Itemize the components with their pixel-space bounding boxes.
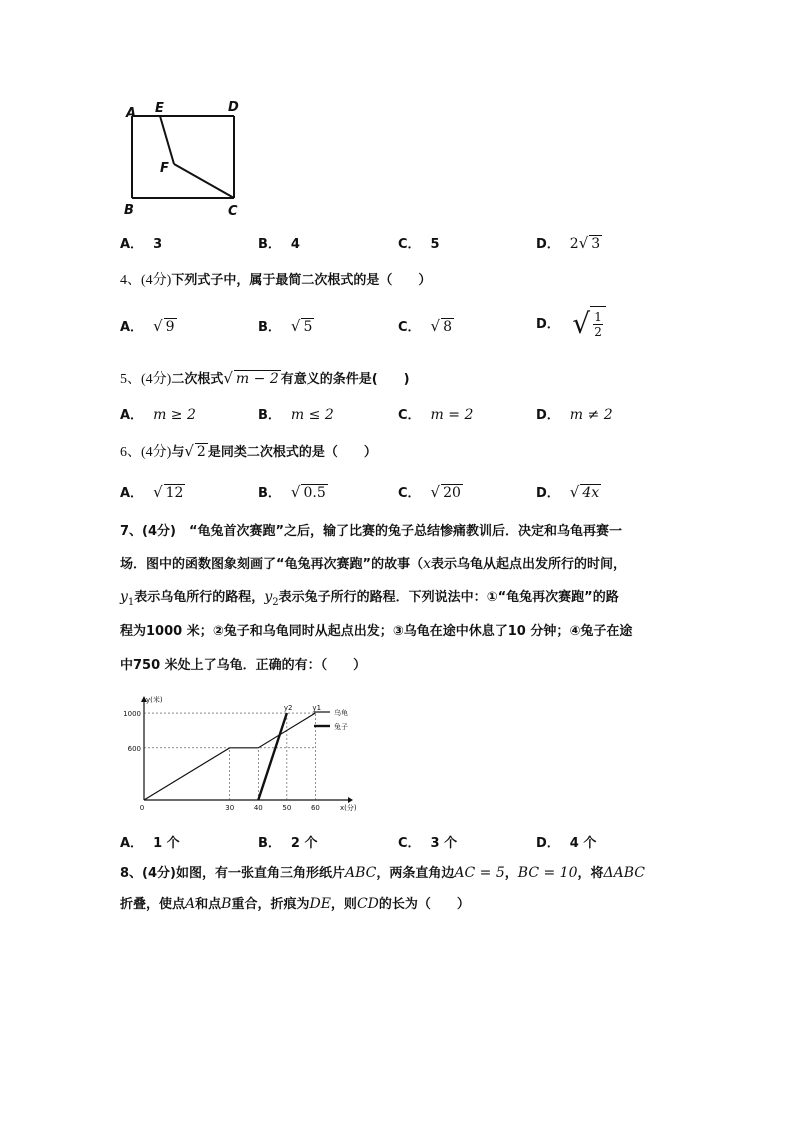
q4-stem: 4、(4分)下列式子中，属于最简二次根式的是（ ） xyxy=(120,273,432,288)
chart-legend xyxy=(314,708,348,731)
q4-option-b[interactable]: B． √ 5 xyxy=(258,317,313,335)
q3-option-c[interactable]: C． 5 xyxy=(398,237,440,252)
q7-line-5: 中750 米处上了乌龟．正确的有：（ ） xyxy=(120,658,367,673)
q7-line-1: 7、(4分) “龟兔首次赛跑”之后，输了比赛的兔子总结惨痛教训后．决定和乌龟再赛一 xyxy=(120,524,623,539)
x-tick-label: 50 xyxy=(282,804,292,812)
q6-options xyxy=(120,482,680,504)
x-tick-label: 60 xyxy=(310,804,320,812)
q5-option-b[interactable]: B． m ≤ 2 xyxy=(258,407,334,423)
q7-option-c[interactable]: C． 3 个 xyxy=(398,836,458,851)
y-tick-label: 1000 xyxy=(123,710,141,719)
q5-stem: 5、(4分)二次根式√ m − 2 有意义的条件是( ) xyxy=(120,369,410,387)
q3-option-a[interactable]: A． 3 xyxy=(120,237,163,252)
q6-option-c[interactable]: C． √ 20 xyxy=(398,483,461,501)
q7-option-d[interactable]: D． 4 个 xyxy=(536,836,597,851)
x-tick-label: 40 xyxy=(253,804,263,812)
segment-ef xyxy=(160,116,174,164)
q5-option-c[interactable]: C． m = 2 xyxy=(398,407,474,423)
q7-option-a[interactable]: A． 1 个 xyxy=(120,836,180,851)
chart-guides xyxy=(144,713,315,800)
q3-option-b[interactable]: B． 4 xyxy=(258,237,300,252)
q8-line-2: 折叠，使点A和点B重合，折痕为DE，则CD的长为（ ） xyxy=(120,896,470,912)
x-axis-label: x(分) xyxy=(340,804,357,812)
q6-stem: 6、(4分)与√ 2 是同类二次根式的是（ ） xyxy=(120,442,377,460)
label-e: E xyxy=(155,101,164,116)
q6-option-b[interactable]: B． √ 0.5 xyxy=(258,483,326,501)
q7-options xyxy=(120,832,680,854)
series-end-label: y1 xyxy=(312,704,322,713)
x-tick-label: 0 xyxy=(139,804,145,812)
q4-options xyxy=(120,307,680,350)
q7-line-2: 场．图中的函数图象刻画了“龟兔再次赛跑”的故事（x表示乌龟从起点出发所行的时间， xyxy=(120,556,627,572)
q6-option-d[interactable]: D． √ 4x xyxy=(536,483,600,501)
q7-line-3: $y_1$表示乌龟所行的路程，$y_2$表示兔子所行的路程．下列说法中：①“龟兔再次赛跑”的路 xyxy=(120,589,619,608)
legend-label: 兔子 xyxy=(334,723,348,731)
q4-option-c[interactable]: C． √ 8 xyxy=(398,317,453,335)
label-a: A xyxy=(126,106,137,121)
q5-option-a[interactable]: A． m ≥ 2 xyxy=(120,407,196,423)
q4-option-d[interactable]: D． √ $\frac{1}{2}$ xyxy=(536,306,606,342)
q6-option-a[interactable]: A． √ 12 xyxy=(120,483,184,501)
label-c: C xyxy=(228,204,238,219)
y-tick-label: 600 xyxy=(127,744,141,753)
q7-line-4: 程为1000 米；②兔子和乌龟同时从起点出发；③乌龟在途中休息了10 分钟；④兔子在途 xyxy=(120,624,633,639)
x-tick-label: 30 xyxy=(225,804,235,812)
series-line-rabbit xyxy=(258,713,287,800)
q3-option-d[interactable]: D． 2√ 3 xyxy=(536,234,601,252)
label-b: B xyxy=(124,203,134,218)
race-chart xyxy=(118,692,368,816)
y-axis-label: y(米) xyxy=(146,696,163,704)
series-end-label: y2 xyxy=(283,704,293,713)
q8-line-1: 8、(4分)如图，有一张直角三角形纸片ABC，两条直角边AC = 5，BC = 10，将ΔABC xyxy=(120,865,645,881)
legend-label: 乌龟 xyxy=(334,709,348,717)
label-f: F xyxy=(160,161,169,176)
q4-option-a[interactable]: A． √ 9 xyxy=(120,317,175,335)
square-figure xyxy=(120,96,260,224)
q5-options xyxy=(120,404,680,426)
segment-fc xyxy=(174,164,234,198)
q3-options xyxy=(120,233,680,255)
x-axis-arrow xyxy=(348,797,353,803)
q7-option-b[interactable]: B． 2 个 xyxy=(258,836,318,851)
label-d: D xyxy=(228,100,239,115)
q5-option-d[interactable]: D． m ≠ 2 xyxy=(536,407,613,423)
